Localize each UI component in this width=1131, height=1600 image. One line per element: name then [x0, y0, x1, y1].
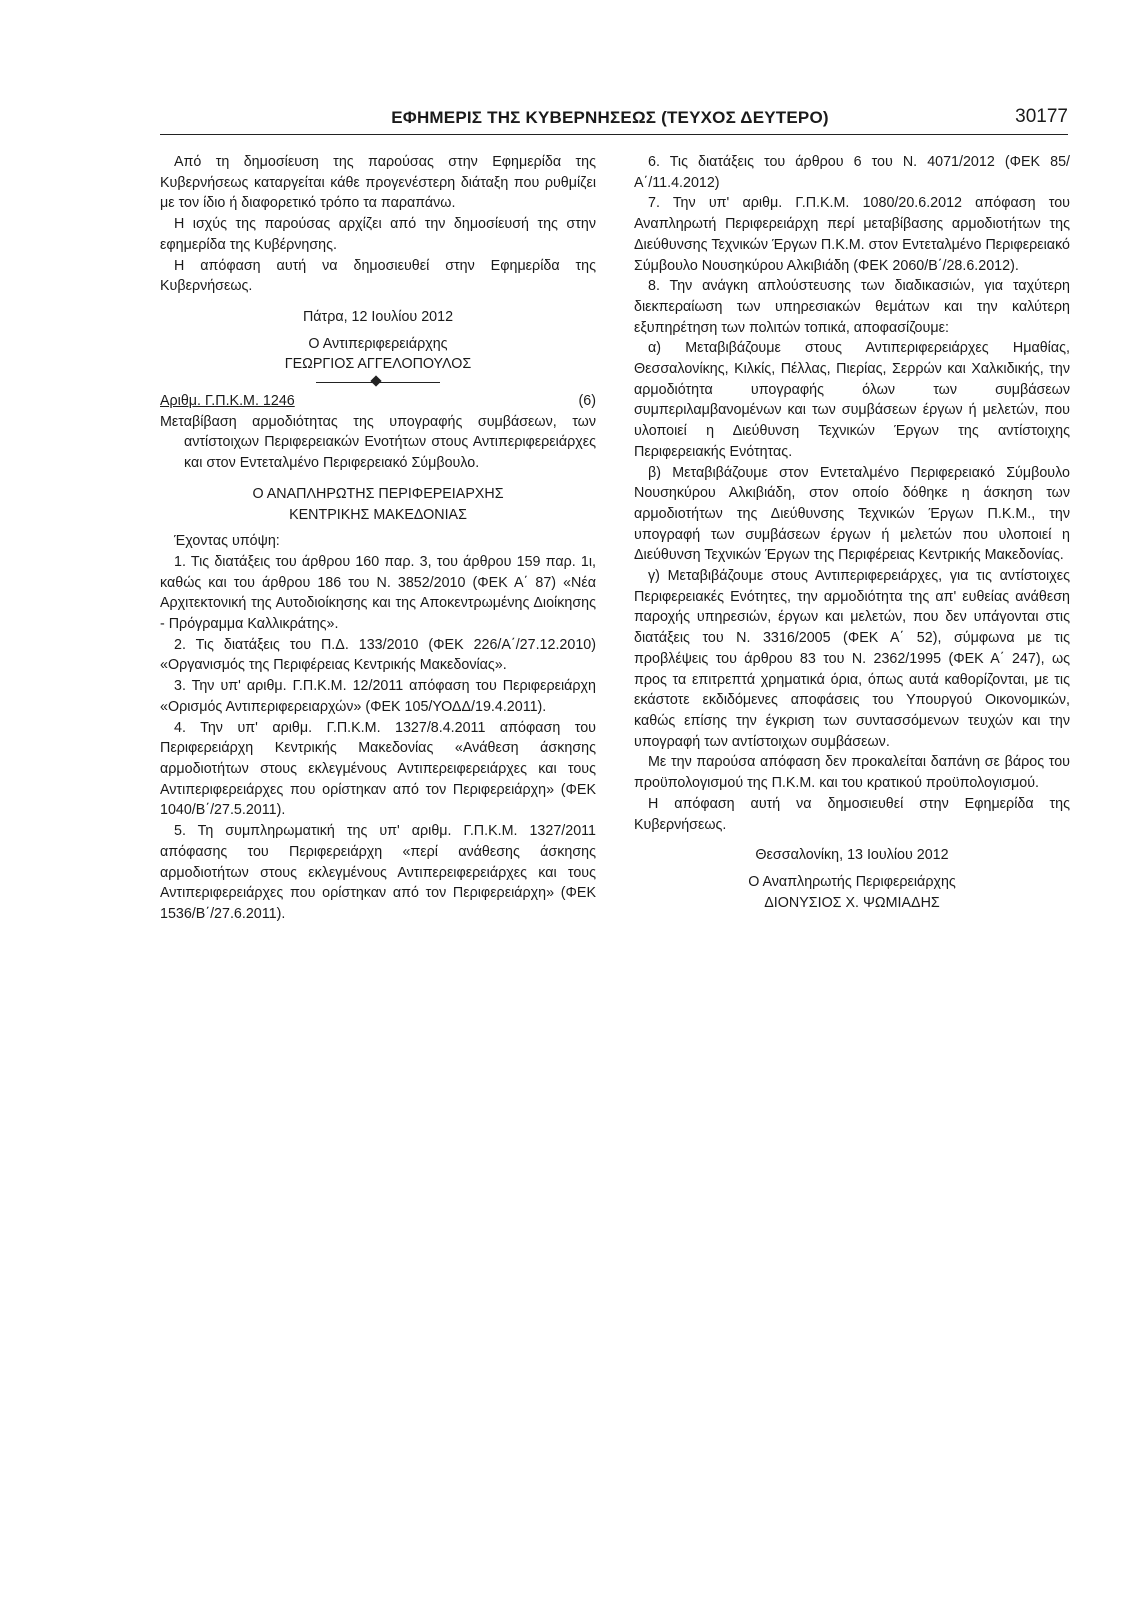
decision-title-rest: των αντίστοιχων Περιφερειακών Ενοτήτων στους Αντιπεριφερειάρχες και στον Εντεταλμένο Περιφερειακό Σύμβουλο.	[184, 413, 596, 472]
consideration-item-2: 2. Τις διατάξεις του Π.Δ. 133/2010 (ΦΕΚ 226/Α΄/27.12.2010) «Οργανισμός της Περιφέρειας Κεντρικής Μακεδονίας».	[160, 636, 596, 674]
left-column	[160, 152, 596, 925]
diamond-ornament-icon	[370, 375, 381, 386]
decision-title-first-line: Μεταβίβαση αρμοδιότητας της υπογραφής συμβάσεων,	[160, 413, 557, 430]
authority-line-1: Ο ΑΝΑΠΛΗΡΩΤΗΣ ΠΕΡΙΦΕΡΕΙΑΡΧΗΣ	[252, 485, 504, 502]
signer-role: Ο Αντιπεριφερειάρχης	[308, 335, 448, 352]
paragraph-no-cost: Με την παρούσα απόφαση δεν προκαλείται δαπάνη σε βάρος του προϋπολογισμού της Π.Κ.Μ. και του κρατικού προϋπολογισμού.	[634, 754, 1070, 792]
signature-place-date-2: Θεσσαλονίκη, 13 Ιουλίου 2012	[755, 847, 949, 864]
decision-clause-b: β) Μεταβιβάζουμε στον Εντεταλμένο Περιφερειακό Σύμβουλο Νουσηκύρου Αλκιβιάδη, στον οποίο δόθηκε η άσκηση των αρμοδιοτήτων της Διεύθυνσης Τεχνικών Έργων Π.Κ.Μ., την υπογραφή των συμβάσεων έργων ή μελετών που υλοποιεί η Διεύθυνση Τεχνικών Έργων της Περιφέρειας Κεντρικής Μακεδονίας.	[634, 464, 1070, 564]
header-divider	[160, 134, 1068, 135]
signer-role-2: Ο Αναπληρωτής Περιφερειάρχης	[748, 873, 956, 890]
consideration-item-4: 4. Την υπ' αριθμ. Γ.Π.Κ.Μ. 1327/8.4.2011 απόφαση του Περιφερειάρχη Κεντρικής Μακεδονίας «Ανάθεση άσκησης αρμοδιοτήτων στους εκλεγμένους Αντιπερειφερειάρχες και τους Αντιπεριφερειάρχες που ορίστηκαν από τον Περιφερειάρχη» (ΦΕΚ 1040/Β΄/27.5.2011).	[160, 719, 596, 819]
right-column	[634, 152, 1070, 913]
signer-name: ΓΕΩΡΓΙΟΣ ΑΓΓΕΛΟΠΟΥΛΟΣ	[284, 356, 472, 373]
consideration-item-7: 7. Την υπ' αριθμ. Γ.Π.Κ.Μ. 1080/20.6.2012 απόφαση του Αναπληρωτή Περιφερειάρχη περί μεταβίβασης αρμοδιοτήτων της Διεύθυνσης Τεχνικών Έργων Π.Κ.Μ. στον Εντεταλμένο Περιφερειακό Σύμβουλο Νουσηκύρου Αλκιβιάδη (ΦΕΚ 2060/Β΄/28.6.2012).	[634, 195, 1070, 274]
gazette-title: ΕΦΗΜΕΡΙΣ ΤΗΣ ΚΥΒΕΡΝΗΣΕΩΣ (ΤΕΥΧΟΣ ΔΕΥΤΕΡΟ)	[391, 108, 829, 127]
consideration-item-8: 8. Την ανάγκη απλούστευσης των διαδικασιών, για ταχύτερη διεκπεραίωση των υπηρεσιακών θεμάτων και την καλύτερη εξυπηρέτηση των πολιτών τοπικά, αποφασίζουμε:	[634, 278, 1070, 336]
paragraph-publish: Η απόφαση αυτή να δημοσιευθεί στην Εφημερίδα της Κυβερνήσεως.	[160, 257, 596, 295]
decision-index: (6)	[578, 393, 596, 410]
consideration-item-1: 1. Τις διατάξεις του άρθρου 160 παρ. 3, του άρθρου 159 παρ. 1ι, καθώς και του άρθρου 186 του Ν. 3852/2010 (ΦΕΚ Α΄ 87) «Νέα Αρχιτεκτονική της Αυτοδιοίκησης και της Αποκεντρωμένης Διοίκησης - Πρόγραμμα Καλλικράτης».	[160, 553, 596, 633]
considering-heading: Έχοντας υπόψη:	[174, 533, 280, 550]
page-header	[160, 104, 1068, 134]
decision-clause-c: γ) Μεταβιβάζουμε στους Αντιπεριφερειάρχες, για τις αντίστοιχες Περιφερειακές Ενότητες, την αρμοδιότητα της απ' ευθείας ανάθεση παροχής υπηρεσιών, έργων και μελετών, που δεν υπάγονται στις διατάξεις του Ν. 3316/2005 (ΦΕΚ Α΄ 52), σύμφωνα με τις προβλέψεις του άρθρου 83 του Ν. 2362/1995 (ΦΕΚ Α΄ 247), ως προς τα επιτρεπτά χρηματικά όρια, όπως αυτά καθορίζονται, με τις εκάστοτε εκδιδόμενες αποφάσεις του Υπουργού Οικονομικών, καθώς επίσης την έγκριση των συντασσόμενων τευχών και την υπογραφή των αντίστοιχων συμβάσεων.	[634, 568, 1070, 750]
paragraph-publish-2: Η απόφαση αυτή να δημοσιευθεί στην Εφημερίδα της Κυβερνήσεως.	[634, 795, 1070, 833]
paragraph-repeal: Από τη δημοσίευση της παρούσας στην Εφημερίδα της Κυβερνήσεως καταργείται κάθε προγενέστερη διάταξη που ρυθμίζει με τον ίδιο ή διαφορετικό τρόπο τα παραπάνω.	[160, 154, 596, 212]
decision-clause-a: α) Μεταβιβάζουμε στους Αντιπεριφερειάρχες Ημαθίας, Θεσσαλονίκης, Κιλκίς, Πέλλας, Πιερίας, Σερρών και Χαλκιδικής, την αρμοδιότητα υπογραφής όλων των συμβάσεων συμπεριλαμβανομένων και των συμβάσεων έργων ή μελετών, που υλοποιεί η Διεύθυνση Τεχνικών Έργων της αντίστοιχης Περιφερειακής Ενότητας.	[634, 340, 1070, 460]
signer-name-2: ΔΙΟΝΥΣΙΟΣ Χ. ΨΩΜΙΑΔΗΣ	[764, 894, 940, 911]
page-number: 30177	[1015, 106, 1068, 127]
consideration-item-3: 3. Την υπ' αριθμ. Γ.Π.Κ.Μ. 12/2011 απόφαση του Περιφερειάρχη «Ορισμός Αντιπεριφερειαρχών» (ΦΕΚ 105/ΥΟΔΔ/19.4.2011).	[160, 678, 596, 715]
decision-header	[160, 391, 596, 412]
decision-title	[160, 412, 596, 474]
decision-separator	[160, 376, 596, 388]
authority-line-2: ΚΕΝΤΡΙΚΗΣ ΜΑΚΕΔΟΝΙΑΣ	[289, 506, 467, 523]
consideration-item-5: 5. Τη συμπληρωματική της υπ' αριθμ. Γ.Π.Κ.Μ. 1327/2011 απόφασης του Περιφερειάρχη «περί ανάθεσης άσκησης αρμοδιοτήτων στους εκλεγμένους Αντιπερειφερειάρχες και τους Αντιπεριφερειάρχες που ορίστηκαν από τον Περιφερειάρχη» (ΦΕΚ 1536/Β΄/27.6.2011).	[160, 823, 596, 922]
consideration-item-6: 6. Τις διατάξεις του άρθρου 6 του Ν. 4071/2012 (ΦΕΚ 85/Α΄/11.4.2012)	[634, 154, 1070, 191]
signature-place-date: Πάτρα, 12 Ιουλίου 2012	[302, 308, 454, 325]
decision-number: Αριθμ. Γ.Π.Κ.Μ. 1246	[160, 393, 295, 410]
paragraph-validity: Η ισχύς της παρούσας αρχίζει από την δημοσίευσή της στην εφημερίδα της Κυβέρνησης.	[160, 216, 596, 253]
